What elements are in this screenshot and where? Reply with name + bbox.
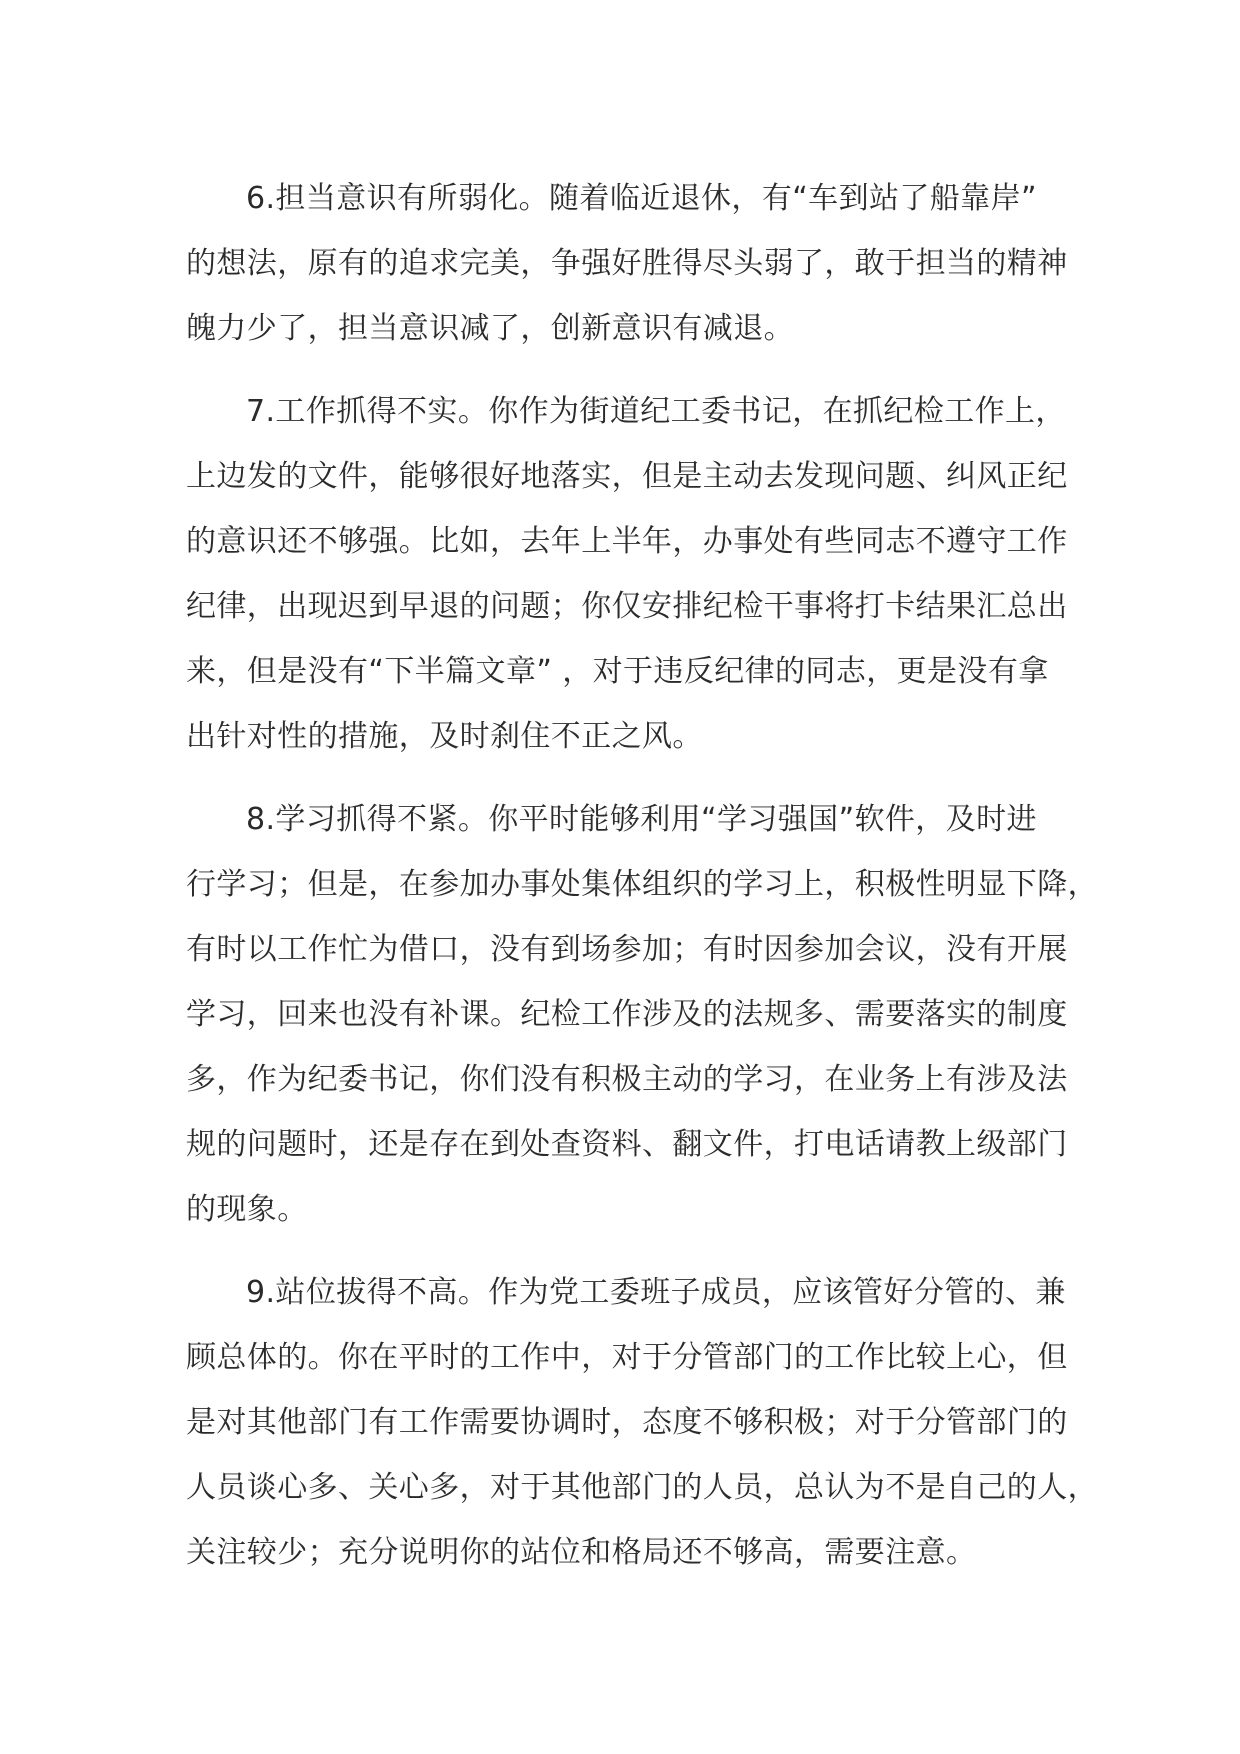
paragraph-line: 是对其他部门有工作需要协调时，态度不够积极；对于分管部门的: [186, 1405, 1068, 1440]
paragraph-line: 有时以工作忙为借口，没有到场参加；有时因参加会议，没有开展: [186, 932, 1068, 967]
paragraph-line: 顾总体的。你在平时的工作中，对于分管部门的工作比较上心，但: [186, 1340, 1068, 1375]
paragraph-line: 9.站位拔得不高。作为党工委班子成员，应该管好分管的、兼: [246, 1275, 1066, 1310]
document-body: [186, 166, 1098, 1603]
paragraph-line: 的意识还不够强。比如，去年上半年，办事处有些同志不遵守工作: [186, 524, 1068, 559]
paragraph-line: 多，作为纪委书记，你们没有积极主动的学习，在业务上有涉及法: [186, 1062, 1068, 1097]
paragraph-line: 魄力少了，担当意识减了，创新意识有减退。: [186, 311, 794, 346]
paragraph-line: 关注较少；充分说明你的站位和格局还不够高，需要注意。: [186, 1535, 977, 1570]
paragraph-9: [186, 1260, 1098, 1585]
paragraph-line: 7.工作抓得不实。你作为街道纪工委书记，在抓纪检工作上，: [246, 394, 1066, 429]
paragraph-line: 纪律，出现迟到早退的问题；你仅安排纪检干事将打卡结果汇总出: [186, 589, 1068, 624]
paragraph-line: 人员谈心多、关心多，对于其他部门的人员，总认为不是自己的人，: [186, 1470, 1098, 1505]
paragraph-7: [186, 379, 1068, 769]
paragraph-line: 来，但是没有“下半篇文章” ，对于违反纪律的同志，更是没有拿: [186, 654, 1049, 689]
paragraph-8: [186, 787, 1098, 1242]
paragraph-line: 的想法，原有的追求完美，争强好胜得尽头弱了，敢于担当的精神: [186, 246, 1068, 281]
paragraph-line: 上边发的文件，能够很好地落实，但是主动去发现问题、纠风正纪: [186, 459, 1068, 494]
paragraph-line: 学习，回来也没有补课。纪检工作涉及的法规多、需要落实的制度: [186, 997, 1068, 1032]
paragraph-6: [186, 166, 1068, 361]
paragraph-line: 规的问题时，还是存在到处查资料、翻文件，打电话请教上级部门: [186, 1127, 1068, 1162]
paragraph-line: 行学习；但是，在参加办事处集体组织的学习上，积极性明显下降，: [186, 867, 1098, 902]
paragraph-line: 6.担当意识有所弱化。随着临近退休，有“车到站了船靠岸”: [246, 181, 1037, 216]
paragraph-line: 8.学习抓得不紧。你平时能够利用“学习强国”软件，及时进: [246, 802, 1037, 837]
paragraph-line: 的现象。: [186, 1192, 308, 1227]
paragraph-line: 出针对性的措施，及时刹住不正之风。: [186, 719, 703, 754]
